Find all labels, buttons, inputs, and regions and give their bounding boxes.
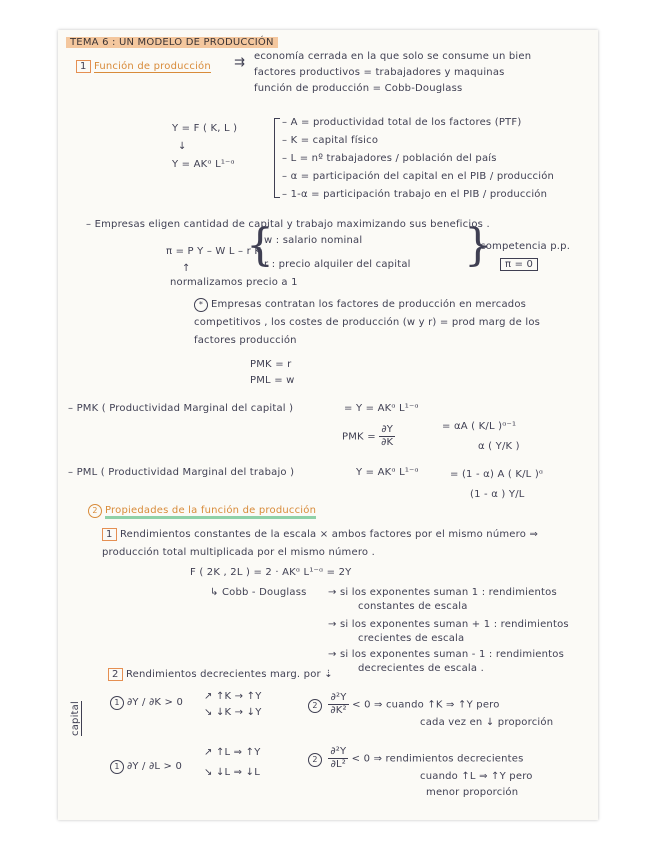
capital-arrow: ↗ ↑K → ↑Y xyxy=(204,691,262,702)
labor-first-derivative: 1 ∂Y / ∂L > 0 xyxy=(110,760,182,774)
pmk-equals-r: PMK = r xyxy=(250,359,292,370)
contratan-line: competitivos , los costes de producción (w y r) = prod marg de los xyxy=(194,317,541,328)
labor-proportion: menor proporción xyxy=(426,787,519,798)
competition-label: competencia p.p. xyxy=(480,241,571,252)
labor-arrow: ↘ ↓L ⇒ ↓L xyxy=(204,767,260,778)
definition: – K = capital físico xyxy=(282,135,379,146)
profit-equation: π = P Y – W L – r K xyxy=(166,246,262,257)
section-1-heading: 1 Función de producción xyxy=(76,60,211,73)
pml-equation: Y = AKᵅ L¹⁻ᵅ xyxy=(356,467,419,478)
bullet-icon: * xyxy=(194,298,208,312)
pmk-result: = αA ( K/L )ᵅ⁻¹ xyxy=(442,421,517,432)
rendimientos-2-heading: 2 Rendimientos decrecientes marg. por ⇣ xyxy=(108,668,333,681)
scale-case: constantes de escala xyxy=(358,601,468,612)
capital-side-label: capital xyxy=(70,701,81,736)
pmk-result-simplified: α ( Y/K ) xyxy=(478,441,520,452)
arrows-icon: ⇉ xyxy=(234,55,246,70)
up-arrow-icon: ↑ xyxy=(182,263,191,274)
scale-case: crecientes de escala xyxy=(358,633,465,644)
scale-case: → si los exponentes suman 1 : rendimientos xyxy=(328,587,557,598)
capital-second-derivative: 2 $\frac{\text{∂²Y}}{\text{∂K²}}$ < 0 ⇒ cuando ↑K ⇒ ↑Y pero xyxy=(308,692,500,719)
pml-result-simplified: (1 - α ) Y/L xyxy=(470,489,525,500)
section-1-point: función de producción = Cobb-Douglass xyxy=(254,83,463,94)
capital-proportion: cada vez en ↓ proporción xyxy=(420,717,554,728)
labor-condition: cuando ↑L ⇒ ↑Y pero xyxy=(420,771,533,782)
pmk-derivative: PMK = $\frac{\partial Y}{\partial K}$ xyxy=(342,424,394,448)
notebook-page xyxy=(58,30,598,820)
pml-result: = (1 - α) A ( K/L )ᵅ xyxy=(450,469,544,480)
section-2-heading: 2 Propiedades de la función de producción xyxy=(88,504,316,518)
rendimientos-1-line: 1 Rendimientos constantes de la escala × ambos factores por el mismo número ⇒ xyxy=(102,528,538,541)
pmk-label: – PMK ( Productividad Marginal del capital ) xyxy=(68,403,294,414)
bracket xyxy=(274,118,280,198)
capital-arrow: ↘ ↓K → ↓Y xyxy=(204,707,262,718)
definition: – L = nº trabajadores / población del país xyxy=(282,153,497,164)
definition: – A = productividad total de los factores (PTF) xyxy=(282,117,522,128)
production-function: Y = F ( K, L ) xyxy=(172,123,238,134)
empresas-text: – Empresas eligen cantidad de capital y trabajo maximizando sus beneficios . xyxy=(86,219,490,230)
wage-def: w : salario nominal xyxy=(264,235,363,246)
rendimientos-1-line: producción total multiplicada por el mismo número . xyxy=(102,547,376,558)
brace: { xyxy=(246,220,275,271)
scale-equation: F ( 2K , 2L ) = 2 · AKᵅ L¹⁻ᵅ = 2Y xyxy=(190,567,352,578)
labor-arrow: ↗ ↑L ⇒ ↑Y xyxy=(204,747,261,758)
contratan-line: factores producción xyxy=(194,335,297,346)
zero-profit: π = 0 xyxy=(500,258,538,271)
scale-case: → si los exponentes suman - 1 : rendimientos xyxy=(328,649,565,660)
normalize-note: normalizamos precio a 1 xyxy=(170,277,298,288)
cobb-douglas-note: ↳ Cobb - Douglass xyxy=(210,587,307,598)
brace: } xyxy=(464,220,493,271)
scale-case: decrecientes de escala . xyxy=(358,663,485,674)
capital-first-derivative: 1 ∂Y / ∂K > 0 xyxy=(110,696,183,710)
rent-def: r : precio alquiler del capital xyxy=(264,259,411,270)
pml-equals-w: PML = w xyxy=(250,375,295,386)
section-1-point: factores productivos = trabajadores y maquinas xyxy=(254,67,505,78)
pmk-equation: = Y = AKᵅ L¹⁻ᵅ xyxy=(344,403,419,414)
cobb-douglas-function: Y = AKᵅ L¹⁻ᵅ xyxy=(172,159,235,170)
pml-label: – PML ( Productividad Marginal del trabajo ) xyxy=(68,467,295,478)
contratan-line: * Empresas contratan los factores de producción en mercados xyxy=(194,298,526,312)
definition: – α = participación del capital en el PIB / producción xyxy=(282,171,555,182)
page-title: TEMA 6 : UN MODELO DE PRODUCCIÓN xyxy=(66,36,278,49)
definition: – 1-α = participación trabajo en el PIB / producción xyxy=(282,189,548,200)
down-arrow-icon: ↓ xyxy=(178,141,187,152)
section-1-point: economía cerrada en la que solo se consume un bien xyxy=(254,51,532,62)
scale-case: → si los exponentes suman + 1 : rendimientos xyxy=(328,619,569,630)
labor-second-derivative: 2 $\frac{\text{∂²Y}}{\text{∂L²}}$ < 0 ⇒ rendimientos decrecientes xyxy=(308,746,524,773)
